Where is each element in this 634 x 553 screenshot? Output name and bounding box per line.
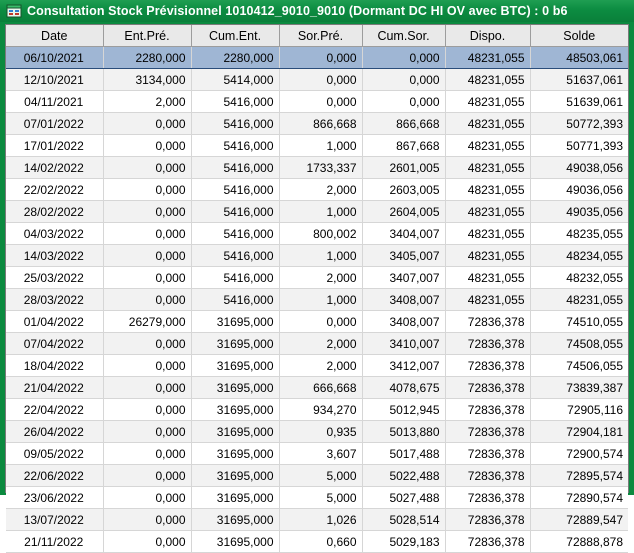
table-cell-cum-ent: 5416,000 (191, 289, 279, 311)
table-cell-date: 26/04/2022 (6, 421, 103, 443)
table-cell-sor-pre: 866,668 (279, 113, 362, 135)
table-cell-ent-pre: 0,000 (103, 421, 191, 443)
table-cell-solde: 72900,574 (530, 443, 628, 465)
table-cell-sor-pre: 0,935 (279, 421, 362, 443)
table-cell-ent-pre: 0,000 (103, 135, 191, 157)
table-cell-sor-pre: 666,668 (279, 377, 362, 399)
table-cell-dispo: 72836,378 (445, 487, 530, 509)
table-cell-solde: 48503,061 (530, 47, 628, 69)
table-cell-ent-pre: 0,000 (103, 245, 191, 267)
table-cell-solde: 48235,055 (530, 223, 628, 245)
table-cell-sor-pre: 5,000 (279, 465, 362, 487)
table-row[interactable] (6, 47, 628, 69)
table-cell-date: 18/04/2022 (6, 355, 103, 377)
table-cell-date: 21/04/2022 (6, 377, 103, 399)
table-cell-cum-ent: 5414,000 (191, 69, 279, 91)
table-cell-cum-sor: 5013,880 (362, 421, 445, 443)
column-header-date[interactable]: Date (6, 25, 103, 47)
table-cell-cum-ent: 5416,000 (191, 113, 279, 135)
table-cell-date: 23/06/2022 (6, 487, 103, 509)
table-cell-cum-sor: 866,668 (362, 113, 445, 135)
table-cell-cum-sor: 5028,514 (362, 509, 445, 531)
stock-forecast-table (6, 25, 628, 553)
table-row[interactable] (6, 531, 628, 553)
table-cell-dispo: 48231,055 (445, 201, 530, 223)
table-cell-cum-sor: 3408,007 (362, 311, 445, 333)
table-row[interactable] (6, 113, 628, 135)
table-cell-date: 04/03/2022 (6, 223, 103, 245)
table-cell-sor-pre: 5,000 (279, 487, 362, 509)
table-cell-sor-pre: 0,000 (279, 311, 362, 333)
table-cell-date: 25/03/2022 (6, 267, 103, 289)
table-header-row (6, 25, 628, 47)
column-header-cum-sor[interactable]: Cum.Sor. (362, 25, 445, 47)
table-row[interactable] (6, 245, 628, 267)
table-row[interactable] (6, 267, 628, 289)
table-cell-cum-sor: 3407,007 (362, 267, 445, 289)
table-cell-cum-ent: 31695,000 (191, 487, 279, 509)
table-cell-ent-pre: 0,000 (103, 355, 191, 377)
table-cell-cum-ent: 5416,000 (191, 267, 279, 289)
window-title: Consultation Stock Prévisionnel 1010412_9010_9010 (Dormant DC HI OV avec BTC) : 0 b6 (27, 4, 568, 18)
table-cell-cum-ent: 5416,000 (191, 179, 279, 201)
table-cell-date: 01/04/2022 (6, 311, 103, 333)
table-cell-sor-pre: 1,000 (279, 135, 362, 157)
table-cell-dispo: 72836,378 (445, 421, 530, 443)
table-cell-cum-sor: 0,000 (362, 69, 445, 91)
table-cell-cum-sor: 2604,005 (362, 201, 445, 223)
table-row[interactable] (6, 289, 628, 311)
table-cell-cum-sor: 2603,005 (362, 179, 445, 201)
table-cell-solde: 51637,061 (530, 69, 628, 91)
table-cell-ent-pre: 0,000 (103, 443, 191, 465)
table-cell-date: 17/01/2022 (6, 135, 103, 157)
table-cell-date: 14/03/2022 (6, 245, 103, 267)
table-cell-cum-sor: 5027,488 (362, 487, 445, 509)
table-cell-date: 06/10/2021 (6, 47, 103, 69)
table-cell-ent-pre: 0,000 (103, 509, 191, 531)
table-cell-sor-pre: 934,270 (279, 399, 362, 421)
table-cell-sor-pre: 1,000 (279, 201, 362, 223)
table-cell-solde: 72888,878 (530, 531, 628, 553)
table-cell-solde: 49035,056 (530, 201, 628, 223)
table-cell-cum-ent: 31695,000 (191, 355, 279, 377)
column-header-dispo[interactable]: Dispo. (445, 25, 530, 47)
table-cell-ent-pre: 0,000 (103, 113, 191, 135)
table-cell-dispo: 72836,378 (445, 465, 530, 487)
table-cell-cum-ent: 5416,000 (191, 223, 279, 245)
table-cell-cum-ent: 31695,000 (191, 399, 279, 421)
table-cell-dispo: 72836,378 (445, 531, 530, 553)
table-cell-cum-ent: 31695,000 (191, 421, 279, 443)
app-window-icon (6, 3, 22, 19)
table-cell-solde: 74506,055 (530, 355, 628, 377)
table-cell-sor-pre: 1733,337 (279, 157, 362, 179)
table-cell-cum-sor: 3408,007 (362, 289, 445, 311)
table-cell-solde: 49038,056 (530, 157, 628, 179)
table-cell-sor-pre: 2,000 (279, 355, 362, 377)
table-row[interactable] (6, 157, 628, 179)
table-cell-dispo: 48231,055 (445, 223, 530, 245)
table-cell-sor-pre: 2,000 (279, 333, 362, 355)
table-cell-ent-pre: 26279,000 (103, 311, 191, 333)
table-row[interactable] (6, 355, 628, 377)
table-cell-cum-ent: 5416,000 (191, 157, 279, 179)
table-cell-sor-pre: 1,000 (279, 289, 362, 311)
column-header-ent-pre[interactable]: Ent.Pré. (103, 25, 191, 47)
table-cell-cum-ent: 31695,000 (191, 531, 279, 553)
table-row[interactable] (6, 443, 628, 465)
table-body (6, 47, 628, 553)
table-cell-date: 22/04/2022 (6, 399, 103, 421)
table-cell-sor-pre: 0,000 (279, 69, 362, 91)
table-cell-ent-pre: 0,000 (103, 157, 191, 179)
table-cell-dispo: 48231,055 (445, 135, 530, 157)
table-cell-cum-sor: 5022,488 (362, 465, 445, 487)
table-cell-date: 21/11/2022 (6, 531, 103, 553)
table-cell-sor-pre: 0,000 (279, 91, 362, 113)
table-cell-dispo: 48231,055 (445, 179, 530, 201)
table-cell-date: 22/06/2022 (6, 465, 103, 487)
table-cell-cum-sor: 0,000 (362, 47, 445, 69)
table-cell-ent-pre: 0,000 (103, 465, 191, 487)
table-cell-sor-pre: 1,026 (279, 509, 362, 531)
column-header-solde[interactable]: Solde (530, 25, 628, 47)
table-cell-cum-sor: 2601,005 (362, 157, 445, 179)
column-header-cum-ent[interactable]: Cum.Ent. (191, 25, 279, 47)
table-row[interactable] (6, 69, 628, 91)
table-cell-ent-pre: 0,000 (103, 333, 191, 355)
table-cell-ent-pre: 0,000 (103, 289, 191, 311)
table-cell-date: 09/05/2022 (6, 443, 103, 465)
table-cell-solde: 48232,055 (530, 267, 628, 289)
table-row[interactable] (6, 91, 628, 113)
table-cell-sor-pre: 800,002 (279, 223, 362, 245)
table-row[interactable] (6, 465, 628, 487)
table-cell-dispo: 48231,055 (445, 245, 530, 267)
table-cell-ent-pre: 0,000 (103, 223, 191, 245)
table-cell-dispo: 48231,055 (445, 289, 530, 311)
table-cell-cum-ent: 5416,000 (191, 245, 279, 267)
table-cell-dispo: 48231,055 (445, 47, 530, 69)
table-cell-date: 07/01/2022 (6, 113, 103, 135)
table-cell-solde: 74508,055 (530, 333, 628, 355)
table-cell-dispo: 72836,378 (445, 377, 530, 399)
table-cell-cum-ent: 5416,000 (191, 91, 279, 113)
table-cell-date: 22/02/2022 (6, 179, 103, 201)
table-cell-dispo: 48231,055 (445, 91, 530, 113)
table-cell-date: 28/02/2022 (6, 201, 103, 223)
table-cell-sor-pre: 1,000 (279, 245, 362, 267)
table-cell-solde: 72895,574 (530, 465, 628, 487)
table-cell-solde: 51639,061 (530, 91, 628, 113)
table-cell-ent-pre: 0,000 (103, 179, 191, 201)
table-cell-cum-sor: 4078,675 (362, 377, 445, 399)
table-cell-cum-sor: 3412,007 (362, 355, 445, 377)
table-row[interactable] (6, 509, 628, 531)
table-cell-solde: 72904,181 (530, 421, 628, 443)
window-titlebar[interactable] (0, 0, 634, 22)
table-cell-cum-sor: 3410,007 (362, 333, 445, 355)
table-cell-ent-pre: 2,000 (103, 91, 191, 113)
table-cell-ent-pre: 0,000 (103, 377, 191, 399)
table-cell-sor-pre: 0,000 (279, 47, 362, 69)
table-cell-sor-pre: 3,607 (279, 443, 362, 465)
table-cell-cum-ent: 31695,000 (191, 465, 279, 487)
table-cell-cum-sor: 5017,488 (362, 443, 445, 465)
table-cell-cum-sor: 5029,183 (362, 531, 445, 553)
table-cell-dispo: 48231,055 (445, 157, 530, 179)
table-cell-dispo: 72836,378 (445, 509, 530, 531)
table-cell-date: 13/07/2022 (6, 509, 103, 531)
table-cell-cum-ent: 31695,000 (191, 443, 279, 465)
table-cell-solde: 48234,055 (530, 245, 628, 267)
table-row[interactable] (6, 487, 628, 509)
table-cell-cum-ent: 31695,000 (191, 333, 279, 355)
table-row[interactable] (6, 135, 628, 157)
table-row[interactable] (6, 179, 628, 201)
table-cell-dispo: 48231,055 (445, 69, 530, 91)
table-row[interactable] (6, 201, 628, 223)
table-cell-solde: 73839,387 (530, 377, 628, 399)
table-cell-cum-ent: 31695,000 (191, 311, 279, 333)
table-cell-solde: 49036,056 (530, 179, 628, 201)
table-cell-ent-pre: 3134,000 (103, 69, 191, 91)
table-cell-cum-ent: 31695,000 (191, 377, 279, 399)
table-cell-ent-pre: 0,000 (103, 201, 191, 223)
table-cell-solde: 74510,055 (530, 311, 628, 333)
table-row[interactable] (6, 311, 628, 333)
table-cell-date: 14/02/2022 (6, 157, 103, 179)
table-cell-sor-pre: 2,000 (279, 267, 362, 289)
table-cell-date: 28/03/2022 (6, 289, 103, 311)
table-cell-cum-sor: 3404,007 (362, 223, 445, 245)
table-cell-sor-pre: 0,660 (279, 531, 362, 553)
table-cell-dispo: 72836,378 (445, 399, 530, 421)
table-cell-date: 12/10/2021 (6, 69, 103, 91)
table-row[interactable] (6, 399, 628, 421)
table-cell-solde: 50772,393 (530, 113, 628, 135)
table-row[interactable] (6, 377, 628, 399)
table-cell-solde: 72905,116 (530, 399, 628, 421)
column-header-sor-pre[interactable]: Sor.Pré. (279, 25, 362, 47)
table-cell-dispo: 72836,378 (445, 333, 530, 355)
table-row[interactable] (6, 223, 628, 245)
table-cell-cum-sor: 5012,945 (362, 399, 445, 421)
table-row[interactable] (6, 333, 628, 355)
table-cell-dispo: 72836,378 (445, 443, 530, 465)
table-cell-dispo: 48231,055 (445, 113, 530, 135)
table-cell-date: 04/11/2021 (6, 91, 103, 113)
table-cell-solde: 72889,547 (530, 509, 628, 531)
table-cell-dispo: 72836,378 (445, 355, 530, 377)
table-row[interactable] (6, 421, 628, 443)
table-cell-cum-ent: 5416,000 (191, 201, 279, 223)
table-cell-cum-sor: 867,668 (362, 135, 445, 157)
table-cell-ent-pre: 0,000 (103, 531, 191, 553)
table-cell-solde: 72890,574 (530, 487, 628, 509)
table-cell-cum-ent: 31695,000 (191, 509, 279, 531)
table-cell-dispo: 72836,378 (445, 311, 530, 333)
table-cell-dispo: 48231,055 (445, 267, 530, 289)
table-cell-ent-pre: 2280,000 (103, 47, 191, 69)
table-cell-cum-ent: 5416,000 (191, 135, 279, 157)
table-cell-cum-sor: 3405,007 (362, 245, 445, 267)
table-cell-date: 07/04/2022 (6, 333, 103, 355)
table-cell-cum-ent: 2280,000 (191, 47, 279, 69)
table-cell-sor-pre: 2,000 (279, 179, 362, 201)
table-cell-solde: 50771,393 (530, 135, 628, 157)
table-cell-cum-sor: 0,000 (362, 91, 445, 113)
stock-forecast-grid[interactable] (5, 24, 629, 549)
table-cell-solde: 48231,055 (530, 289, 628, 311)
table-cell-ent-pre: 0,000 (103, 267, 191, 289)
table-cell-ent-pre: 0,000 (103, 399, 191, 421)
table-cell-ent-pre: 0,000 (103, 487, 191, 509)
